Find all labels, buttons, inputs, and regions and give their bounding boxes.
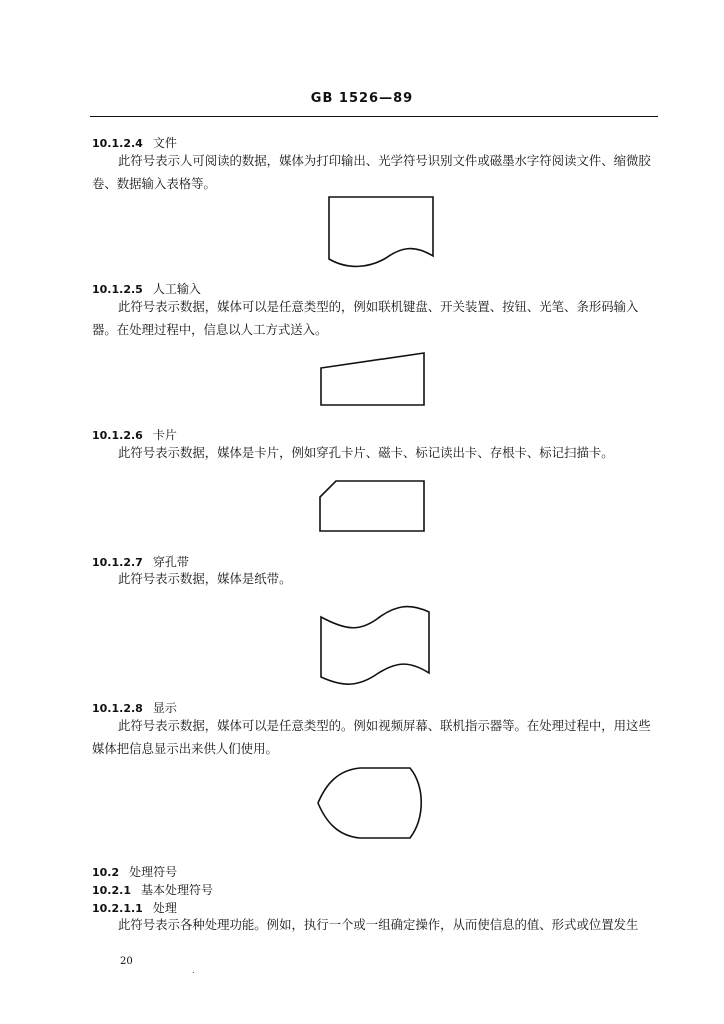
scan-mark: . (192, 966, 195, 976)
section-title: 基本处理符号 (140, 883, 213, 897)
section-title: 穿孔带 (152, 555, 189, 569)
section-heading (92, 881, 213, 898)
section-paragraph: 此符号表示数据，媒体是纸带。 (118, 571, 292, 586)
section-number: 10.1.2.6 (92, 429, 143, 442)
section-number: 10.1.2.7 (92, 556, 143, 569)
section-number: 10.2.1 (92, 884, 131, 897)
section-title: 处理 (152, 901, 177, 915)
section-paragraph: 此符号表示各种处理功能。例如，执行一个或一组确定操作，从而使信息的值、形式或位置发生 (118, 917, 639, 932)
section-number: 10.1.2.8 (92, 702, 143, 715)
section-heading (92, 863, 177, 880)
display-shape (318, 768, 421, 838)
section-paragraph: 此符号表示数据，媒体可以是任意类型的，例如联机键盘、开关装置、按钮、光笔、条形码输入器。在处理过程中，信息以人工方式送入。 (92, 299, 639, 337)
section-title: 人工输入 (152, 282, 201, 296)
section-title: 处理符号 (129, 865, 178, 879)
section-paragraph: 此符号表示人可阅读的数据，媒体为打印输出、光学符号识别文件或磁墨水字符阅读文件、缩微胶卷、数据输入表格等。 (92, 153, 651, 191)
standard-header: GB 1526—89 (310, 91, 414, 106)
section-title: 显示 (152, 701, 177, 715)
section-paragraph: 此符号表示数据，媒体是卡片，例如穿孔卡片、磁卡、标记读出卡、存根卡、标记扫描卡。 (118, 445, 614, 460)
section-number: 10.1.2.4 (92, 137, 143, 150)
section-number: 10.2.1.1 (92, 902, 143, 915)
page-number: 20 (120, 956, 133, 967)
section-title: 卡片 (152, 428, 177, 442)
section-title: 文件 (152, 136, 177, 150)
section-number: 10.1.2.5 (92, 283, 143, 296)
section-number: 10.2 (92, 866, 120, 879)
section-paragraph: 此符号表示数据，媒体可以是任意类型的。例如视频屏幕、联机指示器等。在处理过程中，用这些媒体把信息显示出来供人们使用。 (92, 718, 651, 756)
